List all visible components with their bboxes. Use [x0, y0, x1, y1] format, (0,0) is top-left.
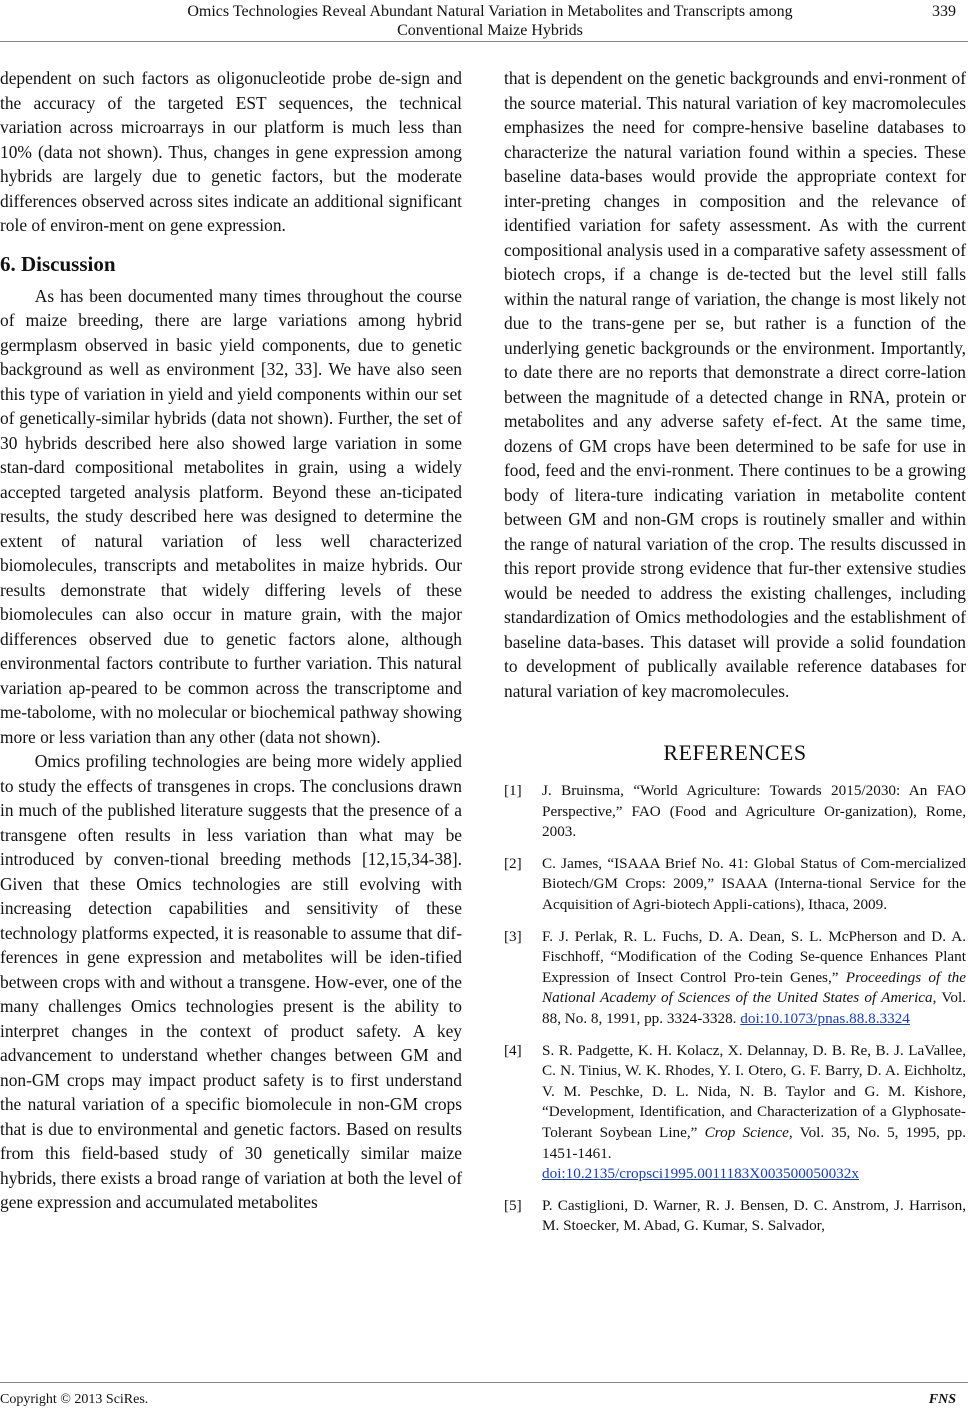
page-number: 339 — [932, 3, 956, 20]
footer-journal-abbreviation: FNS — [928, 1392, 956, 1407]
left-column — [0, 66, 462, 1215]
reference-number: [1] — [504, 782, 522, 799]
continued-paragraph: dependent on such factors as oligonucleotide probe de-sign and the accuracy of the targeted EST sequences, the technical variation across microarrays in our platform is much less than 10% (data not shown). Thus, changes in gene expression among hybrids are largely due to genetic factors, but the moderate differences observed across sites indicate an additional significant role of environ-ment on gene expression. — [0, 68, 462, 235]
reference-text: C. James, “ISAAA Brief No. 41: Global Status of Com-mercialized Biotech/GM Crops: 2009,” ISAAA (Interna-tional Service for the Acquisition of Agri-biotech Appli-cations), Ithaca, 2009. — [542, 854, 966, 913]
running-title-line-2: Conventional Maize Hybrids — [397, 22, 583, 39]
reference-text: S. R. Padgette, K. H. Kolacz, X. Delannay, D. B. Re, B. J. LaVallee, C. N. Tinius, W. K. Rhodes, Y. I. Otero, G. F. Barry, D. A. Eichholtz, V. M. Peschke, D. L. Nida, N. B. Taylor and G. M. Kishore, “Development, Identification, and Characterization of a Glyphosate-Tolerant Soybean Line,” — [542, 1041, 966, 1141]
reference-number: [4] — [504, 1041, 522, 1059]
reference-journal: Crop Science — [704, 1123, 789, 1141]
reference-journal: Proceedings of the National Academy of Sciences of the United States of America — [542, 968, 966, 1007]
reference-item — [504, 854, 966, 916]
reference-number: [5] — [504, 1196, 522, 1214]
reference-text: F. J. Perlak, R. L. Fuchs, D. A. Dean, S. L. McPherson and D. A. Fischhoff, “Modification of the Coding Se-quence Enhances Plant Expression of Insect Control Pro-tein Genes,” — [542, 927, 966, 986]
references-heading: REFERENCES — [663, 740, 807, 765]
running-title — [140, 2, 840, 40]
reference-item — [504, 1041, 966, 1185]
reference-doi-link[interactable]: doi:10.1073/pnas.88.8.3324 — [740, 1009, 910, 1027]
references-list — [504, 781, 966, 1237]
reference-item — [504, 781, 966, 843]
running-header — [0, 0, 968, 42]
reference-item — [504, 927, 966, 1030]
reference-number: [2] — [504, 854, 522, 872]
reference-number: [3] — [504, 927, 522, 945]
discussion-paragraph-1: As has been documented many times throughout the course of maize breeding, there are large variations among hybrid germplasm observed in basic yield components, due to genetic background as well as environment [32, 33]. We have also seen this type of variation in yield and yield components within our set of genetically-similar hybrids (data not shown). Further, the set of 30 hybrids described here also showed large variation in some stan-dard compositional metabolites in grain, using a widely accepted targeted analysis platform. Beyond these an-ticipated results, the study described here was designed to determine the extent of natural variation of less well characterized biomolecules, transcripts and metabolites in maize hybrids. Our results demonstrate that widely differing levels of these biomolecules can also occur in mature grain, with the major differences observed due to genetic factors alone, although environmental factors contribute to further variation. This natural variation ap-peared to be common across the transcriptome and me-tabolome, with no molecular or biochemical pathway showing more or less variation than any other (data not shown). — [0, 285, 462, 747]
reference-text: J. Bruinsma, “World Agriculture: Towards 2015/2030: An FAO Perspective,” FAO (Food and Agriculture Or-ganization), Rome, 2003. — [542, 782, 966, 841]
footer-copyright: Copyright © 2013 SciRes. — [0, 1392, 149, 1407]
reference-doi-link[interactable]: doi:10.2135/cropsci1995.0011183X003500050032x — [542, 1165, 859, 1183]
right-column — [504, 66, 966, 1248]
discussion-paragraph-2: Omics profiling technologies are being more widely applied to study the effects of transgenes in crops. The conclusions drawn in much of the published literature suggests that the presence of a transgene often results in less variation than what may be introduced by conven-tional breeding methods [12,15,34-38]. Given that these Omics technologies are still evolving with increasing detection capabilities and sensitivity of these technology platforms expected, it is reasonable to assume that dif-ferences in gene expression and metabolites will be iden-tified between crops with and without a transgene. How-ever, one of the many challenges Omics technologies present is the ability to interpret changes in the context of product safety. A key advancement to understand whether changes between GM and non-GM crops may impact product safety is to first understand the natural variation of a specific biomolecule in non-GM crops that is due to environmental and genetic factors. Based on results from this field-based study of 30 genetically similar maize hybrids, there exists a broad range of variation at both the level of gene expression and accumulated metabolites — [0, 751, 462, 1212]
header-rule — [0, 41, 968, 42]
reference-text: P. Castiglioni, D. Warner, R. J. Bensen, D. C. Anstrom, J. Harrison, M. Stoecker, M. Abad, G. Kumar, S. Salvador, — [542, 1196, 966, 1235]
reference-item — [504, 1196, 966, 1237]
footer-rule — [0, 1382, 968, 1383]
reference-details: , Vol. 35, No. 5, 1995, pp. 1451-1461. — [542, 1123, 967, 1162]
running-title-line-1: Omics Technologies Reveal Abundant Natural Variation in Metabolites and Transcripts among — [187, 3, 793, 20]
section-heading-discussion: 6. Discussion — [0, 251, 116, 276]
discussion-paragraph-2-continued: that is dependent on the genetic backgrounds and envi-ronment of the source material. This natural variation of key macromolecules emphasizes the need for compre-hensive baseline databases to characterize the natural variation found within a species. These baseline data-bases would provide the appropriate context for inter-preting changes in composition and the relevance of identified variation for safety assessment. As with the current compositional analysis used in a comparative safety assessment of biotech crops, if a change is de-tected but the level still falls within the natural range of variation, the change is most likely not due to the trans-gene per se, but rather is a function of the underlying genetic backgrounds or the environment. Importantly, to date there are no reports that demonstrate a direct corre-lation between the magnitude of a detected change in RNA, protein or metabolites and any adverse safety ef-fect. At the same time, dozens of GM crops have been determined to be safe for use in food, feed and the envi-ronment. There continues to be a growing body of litera-ture indicating variation in metabolite content between GM and non-GM crops is routinely smaller and within the range of natural variation of the crop. The results discussed in this report provide strong evidence that fur-ther extensive studies would be needed to address the existing challenges, including standardization of Omics methodologies and the establishment of baseline data-bases. This dataset will provide a solid foundation to development of publically available reference databases for natural variation of key macromolecules. — [504, 68, 966, 701]
reference-details: , Vol. 88, No. 8, 1991, pp. 3324-3328. — [542, 989, 966, 1027]
